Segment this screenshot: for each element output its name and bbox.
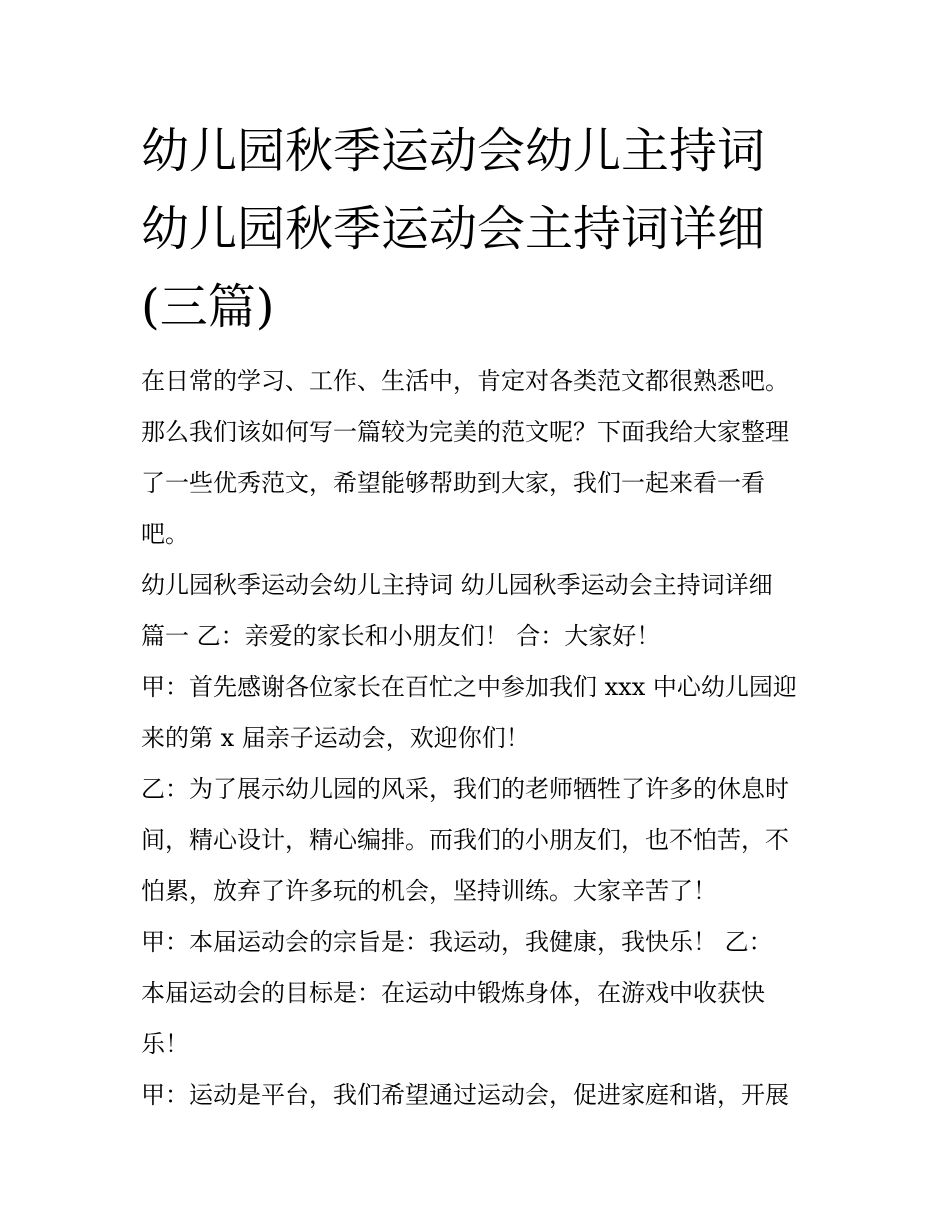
paragraph-yi-thanks xyxy=(141,764,821,917)
text-line: 了一些优秀范文，希望能够帮助到大家，我们一起来看一看 xyxy=(141,469,765,497)
paragraph-platform xyxy=(141,1070,821,1121)
text-line: 来的第 x 届亲子运动会，欢迎你们！ xyxy=(141,724,530,752)
title-line-3: (三篇) xyxy=(141,279,275,335)
text-line: 篇一 乙：亲爱的家长和小朋友们！ 合：大家好！ xyxy=(141,622,661,650)
text-line: 那么我们该如何写一篇较为完美的范文呢？下面我给大家整理 xyxy=(141,418,789,446)
text-line: 乐！ xyxy=(141,1030,189,1058)
text-line: 幼儿园秋季运动会幼儿主持词 幼儿园秋季运动会主持词详细 xyxy=(141,571,773,599)
document-title xyxy=(141,112,821,346)
text-line: 怕累，放弃了许多玩的机会，坚持训练。大家辛苦了！ xyxy=(141,877,717,905)
text-line: 甲：本届运动会的宗旨是：我运动，我健康，我快乐！ 乙： xyxy=(141,928,773,956)
text-line: 间，精心设计，精心编排。而我们的小朋友们，也不怕苦，不 xyxy=(141,826,789,854)
text-line: 吧。 xyxy=(141,520,189,548)
paragraph-jia-welcome xyxy=(141,662,821,764)
text-line: 本届运动会的目标是：在运动中锻炼身体，在游戏中收获快 xyxy=(141,979,765,1007)
paragraph-purpose xyxy=(141,917,821,1070)
paragraph-section-heading xyxy=(141,560,821,662)
title-line-2: 幼儿园秋季运动会主持词详细 xyxy=(141,201,766,257)
title-line-1: 幼儿园秋季运动会幼儿主持词 xyxy=(141,123,766,179)
text-line: 甲：运动是平台，我们希望通过运动会，促进家庭和谐，开展 xyxy=(141,1081,789,1109)
paragraph-intro xyxy=(141,356,821,560)
document-body xyxy=(141,356,821,1121)
text-line: 乙：为了展示幼儿园的风采，我们的老师牺牲了许多的休息时 xyxy=(141,775,789,803)
text-line: 在日常的学习、工作、生活中，肯定对各类范文都很熟悉吧。 xyxy=(141,367,789,395)
text-line: 甲：首先感谢各位家长在百忙之中参加我们 xxx 中心幼儿园迎 xyxy=(141,673,797,701)
